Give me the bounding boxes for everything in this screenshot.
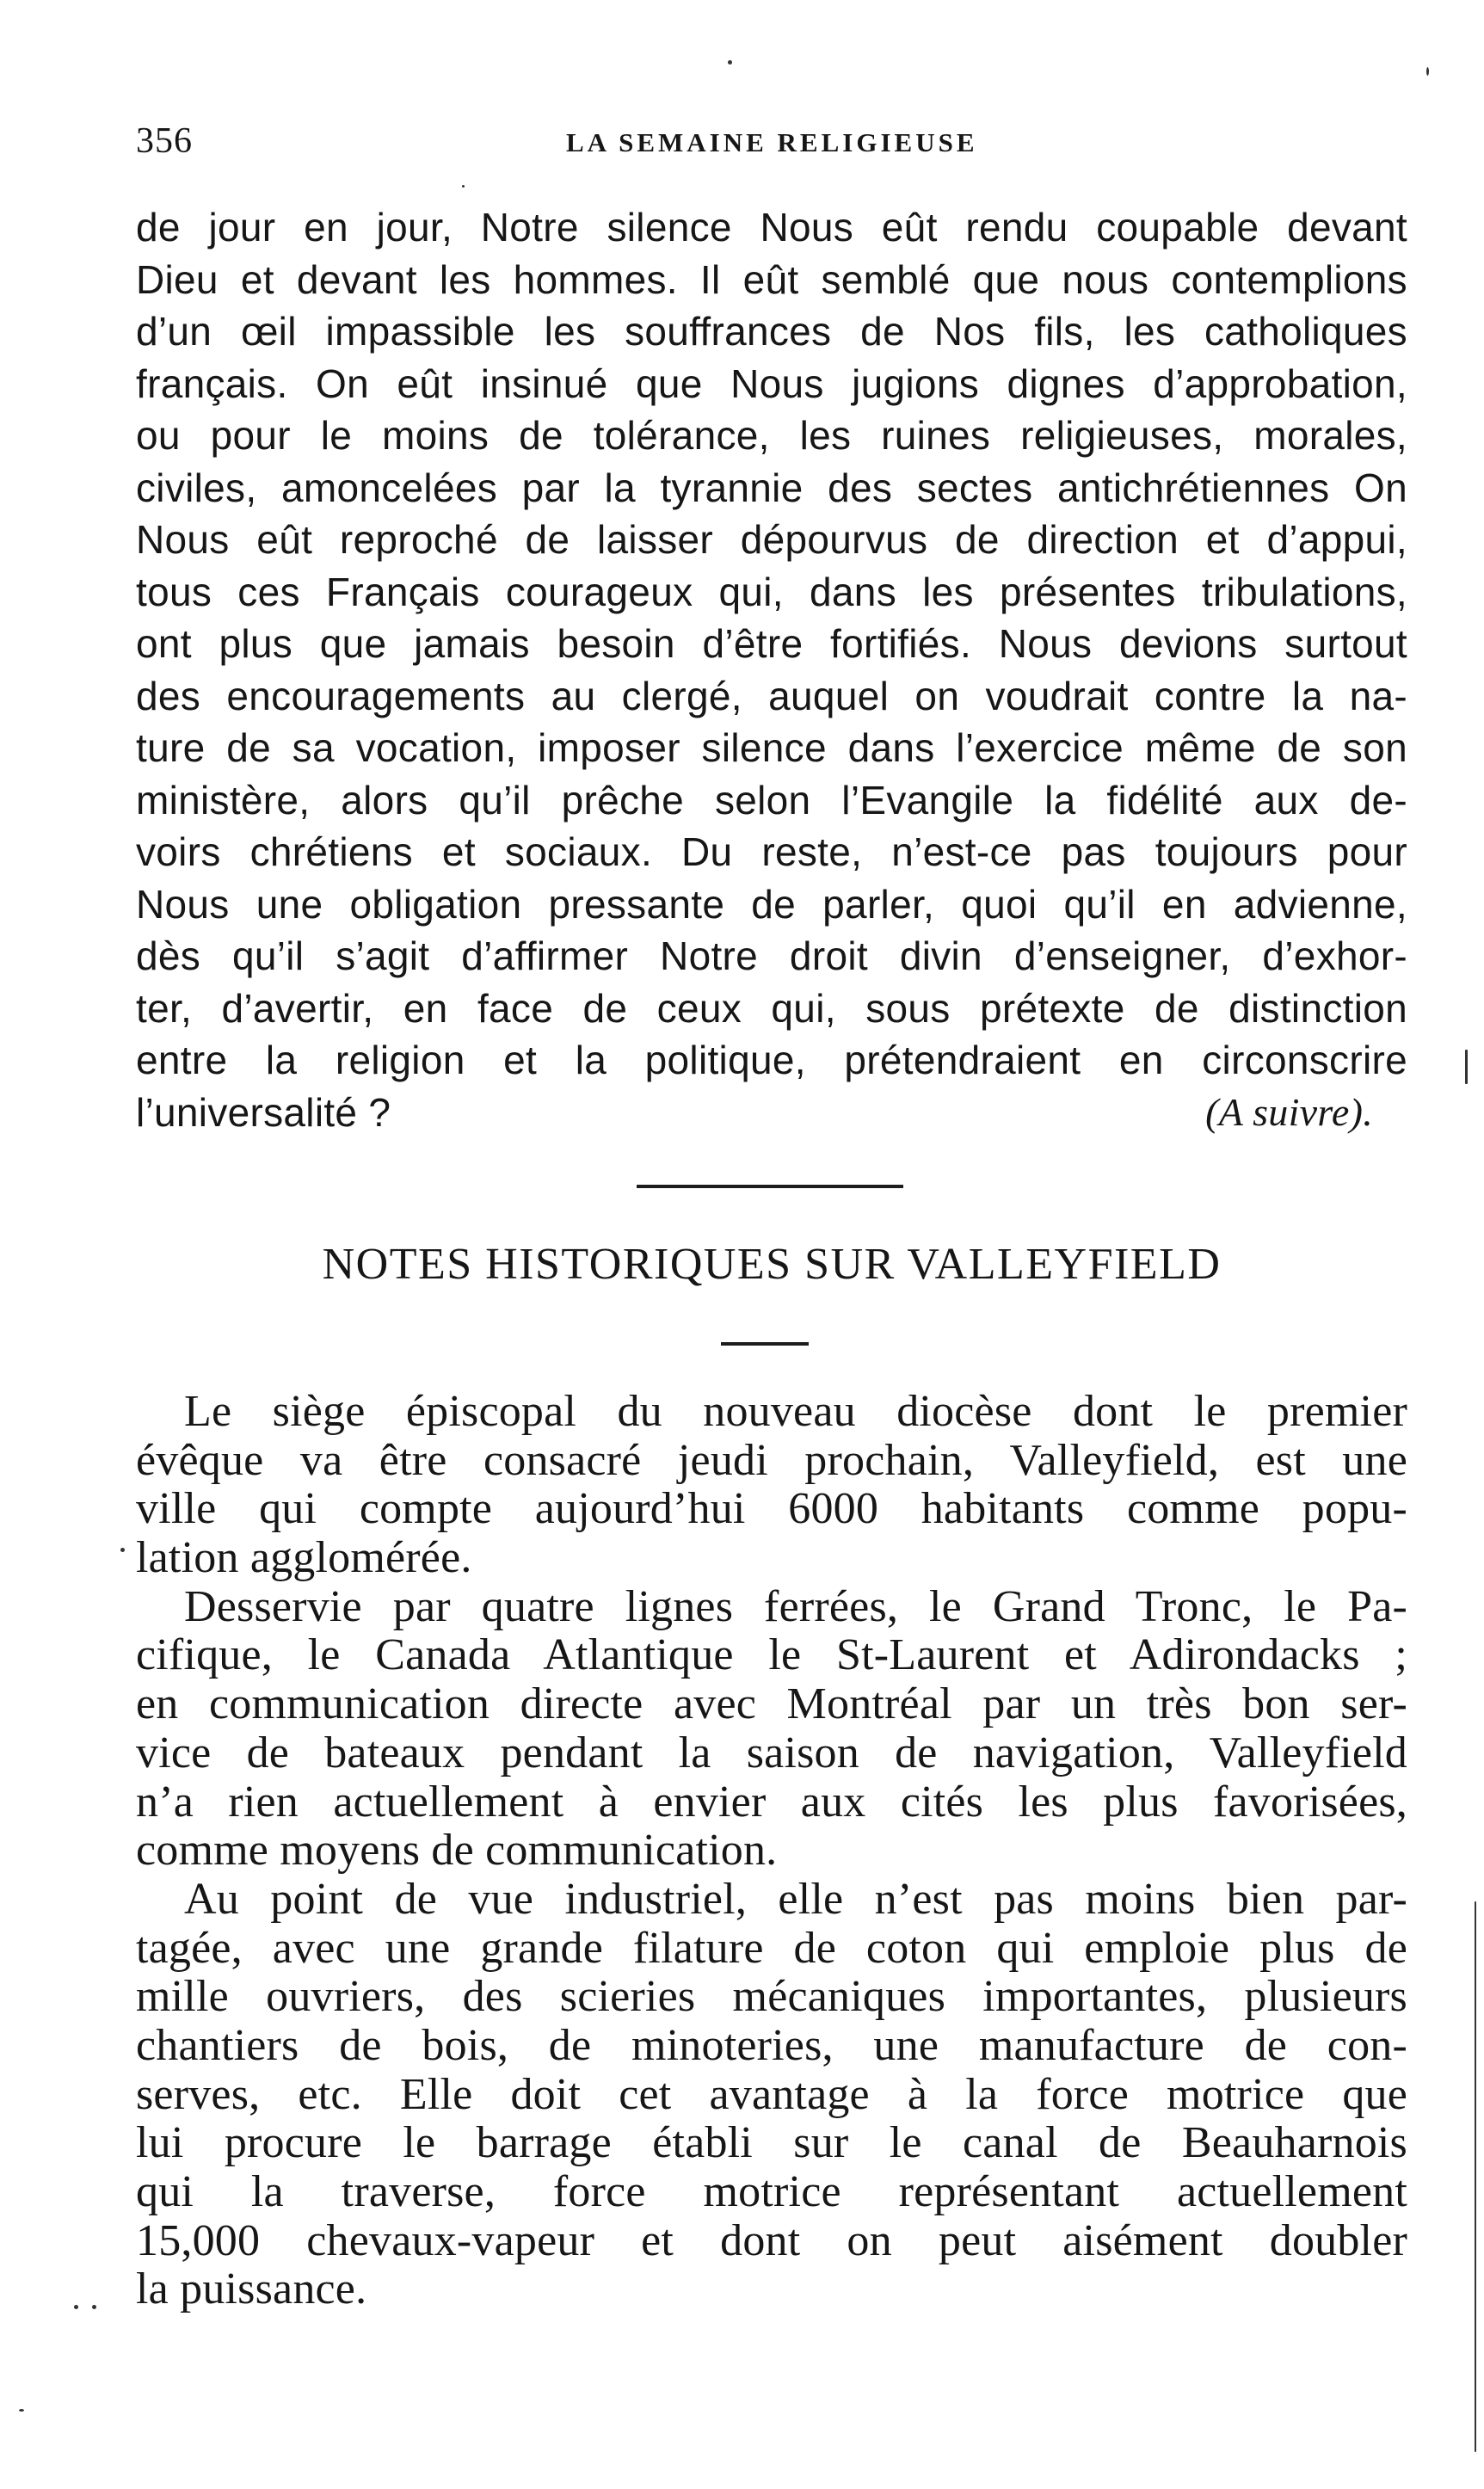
paragraph: [136, 1876, 1407, 2314]
text-line: Le siège épiscopal du nouveau diocèse dont le premier: [184, 1388, 1407, 1436]
text-line: n’a rien actuellement à envier aux cités les plus favorisées,: [136, 1777, 1407, 1827]
text-line: comme moyens de communication.: [136, 1826, 778, 1876]
final-line: [136, 1087, 1407, 1139]
text-line: Au point de vue industriel, elle n’est pas moins bien par-: [184, 1875, 1407, 1924]
scan-speck: [462, 185, 465, 188]
scan-speck: [19, 2409, 24, 2412]
text-line: ter, d’avertir, en face de ceux qui, sous prétexte de distinction: [136, 985, 1407, 1031]
section-divider: [637, 1185, 903, 1188]
article-title: NOTES HISTORIQUES SUR VALLEYFIELD: [322, 1240, 1222, 1289]
article-body: [136, 1388, 1407, 2314]
text-line: tagée, avec une grande filature de coton qui emploie plus de: [136, 1924, 1407, 1973]
text-line: Nous eût reproché de laisser dépourvus de direction et d’appui,: [136, 517, 1407, 562]
text-line: ville qui compte aujourd’hui 6000 habitants comme popu-: [136, 1485, 1407, 1534]
scan-speck: [92, 2305, 96, 2309]
text-line: Desservie par quatre lignes ferrées, le Grand Tronc, le Pa-: [184, 1582, 1407, 1631]
text-line: ont plus que jamais besoin d’être fortifiés. Nous devions surtout: [136, 621, 1407, 666]
scan-speck: [728, 60, 732, 65]
text-line: serves, etc. Elle doit cet avantage à la force motrice que: [136, 2070, 1407, 2119]
text-line: entre la religion et la politique, prétendraient en circonscrire: [136, 1038, 1407, 1082]
scan-speck: [74, 2305, 78, 2309]
text-line: en communication directe avec Montréal par un très bon ser-: [136, 1680, 1407, 1729]
text-line: Nous une obligation pressante de parler, quoi qu’il en advienne,: [136, 881, 1407, 927]
text-line: Dieu et devant les hommes. Il eût semblé que nous contemplions: [136, 256, 1407, 302]
scan-edge-mark: [1475, 1901, 1476, 2452]
scan-speck: [120, 1548, 125, 1552]
text-line: tous ces Français courageux qui, dans les présentes tribulations,: [136, 569, 1407, 614]
text-line: des encouragements au clergé, auquel on voudrait contre la na-: [136, 673, 1407, 718]
text-line: civiles, amoncelées par la tyrannie des sectes antichrétiennes On: [136, 465, 1407, 510]
text-line: dès qu’il s’agit d’affirmer Notre droit divin d’enseigner, d’exhor-: [136, 933, 1407, 978]
text-line: ministère, alors qu’il prêche selon l’Evangile la fidélité aux de-: [136, 777, 1407, 822]
continuation-note: (A suivre).: [1205, 1089, 1373, 1134]
title-underline: [721, 1342, 809, 1346]
scan-speck: [1426, 67, 1429, 76]
text-line: lation agglomérée.: [136, 1533, 472, 1583]
journal-title: LA SEMAINE RELIGIEUSE: [566, 127, 978, 157]
running-head: [136, 120, 1418, 172]
text-line: l’universalité ?: [136, 1089, 391, 1135]
text-line: évêque va être consacré jeudi prochain, Valleyfield, est une: [136, 1436, 1407, 1485]
text-line: ture de sa vocation, imposer silence dans l’exercice même de son: [136, 725, 1407, 770]
text-line: qui la traverse, force motrice représentant actuellement: [136, 2168, 1407, 2216]
paragraph: [136, 1583, 1407, 1876]
text-line: de jour en jour, Notre silence Nous eût rendu coupable devant: [136, 205, 1407, 250]
text-line: français. On eût insinué que Nous jugions dignes d’approbation,: [136, 360, 1407, 406]
text-line: d’un œil impassible les souffrances de Nos fils, les catholiques: [136, 309, 1407, 354]
text-line: cifique, le Canada Atlantique le St-Laurent et Adirondacks ;: [136, 1631, 1407, 1680]
continued-text: [136, 201, 1407, 1138]
page-number: 356: [136, 121, 193, 161]
scan-edge-mark: [1465, 1050, 1468, 1084]
text-line: vice de bateaux pendant la saison de navigation, Valleyfield: [136, 1728, 1407, 1777]
paragraph: [136, 1388, 1407, 1583]
text-line: mille ouvriers, des scieries mécaniques importantes, plusieurs: [136, 1973, 1407, 2022]
text-line: ou pour le moins de tolérance, les ruines religieuses, morales,: [136, 413, 1407, 458]
text-line: 15,000 chevaux-vapeur et dont on peut aisément doubler: [136, 2216, 1407, 2265]
text-line: la puissance.: [136, 2264, 367, 2314]
text-line: lui procure le barrage établi sur le canal de Beauharnois: [136, 2119, 1407, 2168]
text-line: chantiers de bois, de minoteries, une manufacture de con-: [136, 2021, 1407, 2070]
text-line: voirs chrétiens et sociaux. Du reste, n’est-ce pas toujours pour: [136, 829, 1407, 874]
